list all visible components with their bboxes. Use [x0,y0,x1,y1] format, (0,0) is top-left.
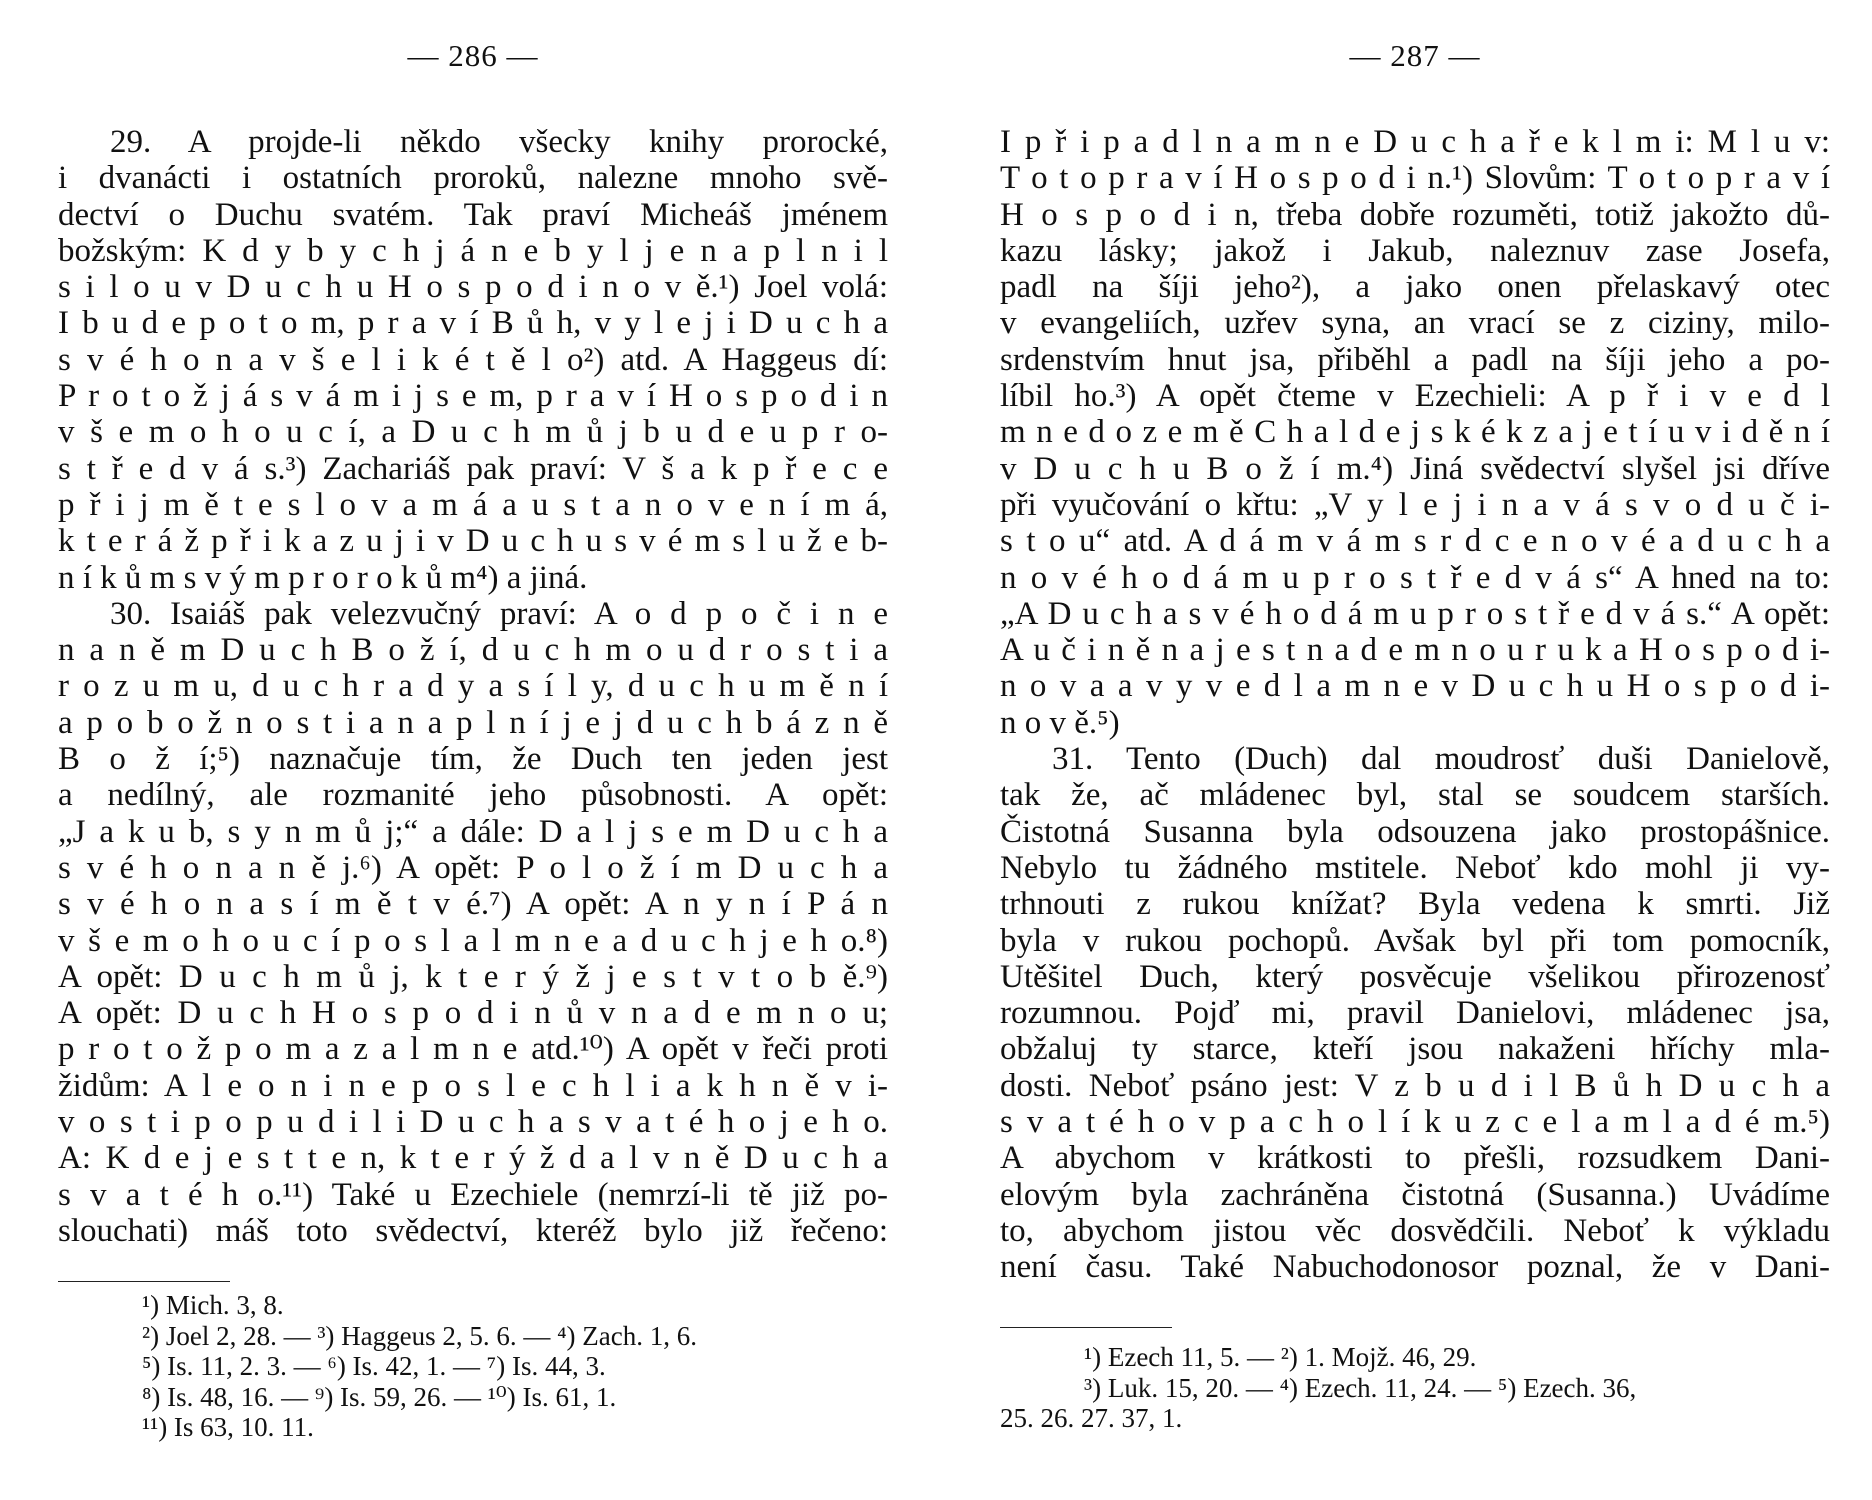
text-line: božským: K d y b y c h j á n e b y l j e n a p l n i l [58,232,888,269]
text-line: 29. A projde-li někdo všecky knihy prorocké, [110,124,888,160]
footnote: ⁵) Is. 11, 2. 3. — ⁶) Is. 42, 1. — ⁷) Is. 44, 3. [142,1351,606,1381]
text-line: s v é h o n a s í m ě t v é.⁷) A opět: A n y n í P á n [58,886,888,923]
text-line: 30. Isaiáš pak velezvučný praví: A o d p o č i n e [110,595,888,632]
text-line: byla v rukou pochopů. Avšak byl při tom pomocník, [1000,922,1830,959]
text-line: p r o t o ž p o m a z a l m n e atd.¹⁰) A opět v řeči proti [58,1031,888,1068]
footnote: ²) Joel 2, 28. — ³) Haggeus 2, 5. 6. — ⁴) Zach. 1, 6. [142,1320,698,1351]
footnote: ¹) Ezech 11, 5. — ²) 1. Mojž. 46, 29. [1084,1342,1477,1372]
text-line: I p ř i p a d l n a m n e D u c h a ř e k l m i: M l u v: [1000,124,1830,160]
text-line: r o z u m u, d u c h r a d y a s í l y, d u c h u m ě n í [58,668,888,705]
body-text [1000,124,1830,1286]
text-line: m n e d o z e m ě C h a l d e j s k é k z a j e t í u v i d ě n í [1000,414,1830,451]
text-line: a nedílný, ale rozmanité jeho působnosti. A opět: [58,777,888,814]
text-line: s t ř e d v á s.³) Zachariáš pak praví: V š a k p ř e c e [58,450,888,487]
text-line: s v é h o n a v š e l i k é t ě l o²) atd. A Haggeus dí: [58,341,888,378]
page-number: — 287 — [1349,38,1481,73]
text-line: v š e m o h o u c í, a D u c h m ů j b u d e u p r o- [58,414,888,451]
footnote: ¹¹) Is 63, 10. 11. [142,1412,314,1442]
text-line: srdenstvím hnut jsa, přiběhl a padl na šíji jeho a po- [1000,341,1830,378]
footnote: ¹) Mich. 3, 8. [142,1290,284,1320]
text-line: Nebylo tu žádného mstitele. Neboť kdo mohl ji vy- [1000,849,1830,886]
footnote: 25. 26. 27. 37, 1. [1000,1403,1183,1433]
footnotes [1000,1342,1830,1434]
footnote: ⁸) Is. 48, 16. — ⁹) Is. 59, 26. — ¹⁰) Is. 61, 1. [142,1381,617,1412]
text-line: A opět: D u c h m ů j, k t e r ý ž j e s t v t o b ě.⁹) [58,958,888,995]
text-line: trhnouti z rukou knížat? Byla vedena k smrti. Již [1000,886,1830,923]
text-line: 31. Tento (Duch) dal moudrosť duši Danielově, [1052,741,1830,778]
text-line: P r o t o ž j á s v á m i j s e m, p r a v í H o s p o d i n [58,378,888,415]
text-line: dosti. Neboť psáno jest: V z b u d i l B ů h D u c h a [1000,1067,1830,1104]
text-line: A opět: D u c h H o s p o d i n ů v n a d e m n o u; [58,995,888,1032]
text-line: T o t o p r a v í H o s p o d i n.¹) Slovům: T o t o p r a v í [1000,160,1830,197]
text-line: dectví o Duchu svatém. Tak praví Micheáš jménem [58,196,888,233]
text-line: A: K d e j e s t t e n, k t e r ý ž d a l v n ě D u c h a [58,1140,888,1177]
text-line: n a n ě m D u c h B o ž í, d u c h m o u d r o s t i a [58,632,888,669]
text-line: není času. Také Nabuchodonosor poznal, že v Dani- [1000,1249,1830,1286]
text-line: s v é h o n a n ě j.⁶) A opět: P o l o ž í m D u c h a [58,849,888,886]
footnotes [58,1290,888,1443]
text-line: p ř i j m ě t e s l o v a m á a u s t a n o v e n í m á, [58,486,888,523]
page-number: — 286 — [407,38,539,73]
text-line: „A D u c h a s v é h o d á m u p r o s t ř e d v á s.“ A opět: [1000,595,1830,632]
footnote: ³) Luk. 15, 20. — ⁴) Ezech. 11, 24. — ⁵) Ezech. 36, [1084,1372,1637,1403]
text-line: v D u c h u B o ž í m.⁴) Jiná svědectví slyšel jsi dříve [1000,450,1830,487]
text-line: slouchati) máš toto svědectví, kteréž bylo již řečeno: [58,1212,888,1249]
text-line: I b u d e p o t o m, p r a v í B ů h, v y l e j i D u c h a [58,305,888,342]
text-line: n í k ů m s v ý m p r o r o k ů m⁴) a jiná. [58,559,588,596]
text-line: s t o u“ atd. A d á m v á m s r d c e n o v é a d u c h a [1000,523,1830,560]
text-line: v evangeliích, uzřev syna, an vrací se z ciziny, milo- [1000,305,1830,342]
text-line: při vyučování o křtu: „V y l e j i n a v á s v o d u č i- [1000,486,1830,523]
text-line: v š e m o h o u c í p o s l a l m n e a d u c h j e h o.⁸) [58,922,888,959]
text-line: Utěšitel Duch, který posvěcuje všelikou přirozenosť [1000,958,1830,995]
text-line: s v a t é h o v p a c h o l í k u z c e l a m l a d é m.⁵) [1000,1104,1830,1141]
text-line: v o s t i p o p u d i l i D u c h a s v a t é h o j e h o. [58,1104,888,1141]
text-line: A abychom v krátkosti to přešli, rozsudkem Dani- [1000,1140,1830,1177]
text-line: H o s p o d i n, třeba dobře rozuměti, totiž jakožto dů- [1000,196,1830,233]
text-line: n o v a a v y v e d l a m n e v D u c h u H o s p o d i- [1000,668,1830,705]
text-line: A u č i n ě n a j e s t n a d e m n o u r u k a H o s p o d i- [1000,632,1830,669]
text-line: rozumnou. Pojď mi, pravil Danielovi, mládenec jsa, [1000,995,1830,1032]
text-line: s i l o u v D u c h u H o s p o d i n o v ě.¹) Joel volá: [58,269,888,306]
text-line: elovým byla zachráněna čistotná (Susanna.) Uvádíme [1000,1176,1830,1213]
text-line: n o v é h o d á m u p r o s t ř e d v á s“ A hned na to: [1000,559,1830,596]
text-line: obžaluj ty starce, kteří jsou nakaženi hříchy mla- [1000,1031,1830,1068]
text-line: „J a k u b, s y n m ů j;“ a dále: D a l j s e m D u c h a [58,813,888,850]
text-line: s v a t é h o.¹¹) Také u Ezechiele (nemrzí-li tě již po- [58,1176,888,1213]
text-line: Čistotná Susanna byla odsouzena jako prostopášnice. [1000,813,1830,850]
text-line: líbil ho.³) A opět čteme v Ezechieli: A p ř i v e d l [1000,378,1830,415]
text-line: n o v ě.⁵) [1000,704,1120,741]
text-line: B o ž í;⁵) naznačuje tím, že Duch ten jeden jest [58,741,888,778]
text-line: padl na šíji jeho²), a jako onen přelaskavý otec [1000,269,1830,306]
footnote-rule [58,1281,230,1282]
footnote-rule [1000,1327,1172,1328]
text-line: tak že, ač mládenec byl, stal se soudcem starších. [1000,777,1830,814]
text-line: židům: A l e o n i n e p o s l e c h l i a k h n ě v i- [58,1067,888,1104]
body-text [58,124,888,1249]
text-line: to, abychom jistou věc dosvědčili. Neboť k výkladu [1000,1212,1830,1249]
text-line: i dvanácti i ostatních proroků, nalezne mnoho svě- [58,160,888,197]
text-line: a p o b o ž n o s t i a n a p l n í j e j d u c h b á z n ě [58,704,888,741]
text-line: k t e r á ž p ř i k a z u j i v D u c h u s v é m s l u ž e b- [58,523,888,560]
text-line: kazu lásky; jakož i Jakub, naleznuv zase Josefa, [1000,232,1830,269]
